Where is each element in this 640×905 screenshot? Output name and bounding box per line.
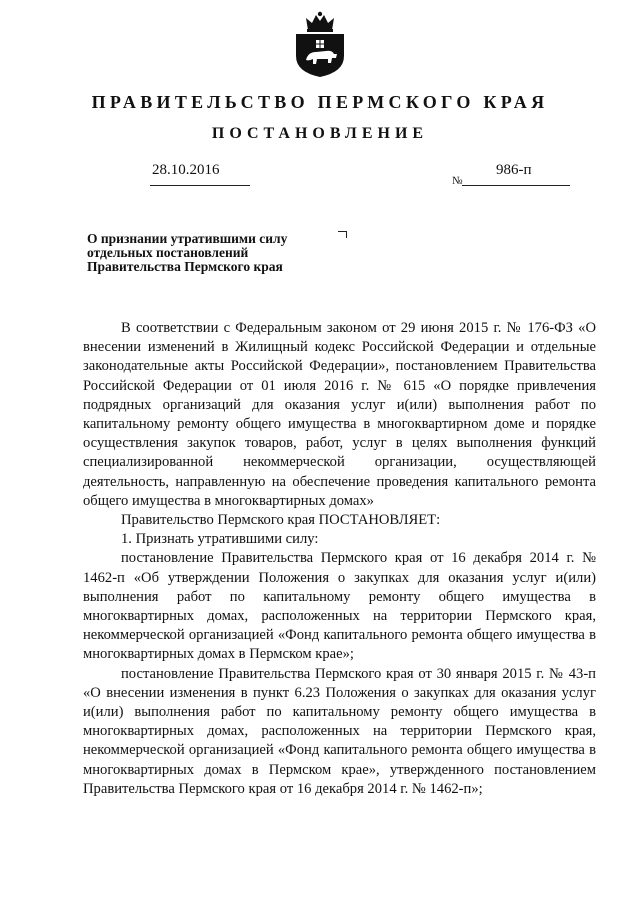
- number-sign: №: [452, 175, 463, 187]
- subject-line-3: Правительства Пермского края: [87, 259, 283, 274]
- date-underline: [150, 185, 250, 186]
- document-subject: [87, 232, 347, 274]
- paragraph-resolution-43: постановление Правительства Пермского края от 30 января 2015 г. № 43-п «О внесении изменения в пункт 6.23 Положения о закупках для оказания услуг и(или) выполнения работ по капитальному ремонту общего имущества в многоквартирных домах, расположенных на территории Пермского края, некоммерческой организацией «Фонд капитального ремонта общего имущества в многоквартирных домах в Пермском крае», утвержденного постановлением Правительства Пермского края от 16 декабря 2014 г. № 1462-п»;: [83, 665, 596, 797]
- document-date: 28.10.2016: [152, 162, 220, 178]
- document-number: 986-п: [496, 162, 532, 178]
- subject-line-1: О признании утратившими силу: [87, 231, 288, 246]
- document-type: ПОСТАНОВЛЕНИЕ: [211, 125, 429, 142]
- paragraph-resolution-1462: постановление Правительства Пермского края от 16 декабря 2014 г. № 1462-п «Об утверждении Положения о закупках для оказания услуг и(или) выполнения работ по капитальному ремонту общего имущества в многоквартирных домах, расположенных на территории Пермского края, некоммерческой организацией «Фонд капитального ремонта общего имущества в многоквартирных домах в Пермском крае»;: [83, 550, 596, 663]
- document-body: [83, 319, 596, 799]
- coat-of-arms-icon: [290, 10, 350, 78]
- number-underline: [462, 185, 570, 186]
- paragraph-item-1: 1. Признать утратившими силу:: [121, 531, 319, 548]
- paragraph-resolves: Правительство Пермского края ПОСТАНОВЛЯЕТ:: [121, 512, 441, 529]
- paragraph-preamble: В соответствии с Федеральным законом от 29 июня 2015 г. № 176-ФЗ «О внесении изменений в Жилищный кодекс Российской Федерации и отдельные законодательные акты Российской Федерации», постановлением Правительства Российской Федерации от 01 июля 2016 г. № 615 «О порядке привлечения подрядных организаций для оказания услуг и(или) выполнения работ по капитальному ремонту общего имущества в многоквартирном доме и порядке осуществления закупок товаров, работ, услуг в целях выполнения функций специализированной некоммерческой организации, осуществляющей деятельность, направленную на обеспечение проведения капитального ремонта общего имущества в многоквартирных домах»: [83, 320, 596, 509]
- subject-corner-mark: [338, 231, 347, 238]
- government-title: ПРАВИТЕЛЬСТВО ПЕРМСКОГО КРАЯ: [91, 92, 549, 112]
- subject-line-2: отдельных постановлений: [87, 245, 249, 260]
